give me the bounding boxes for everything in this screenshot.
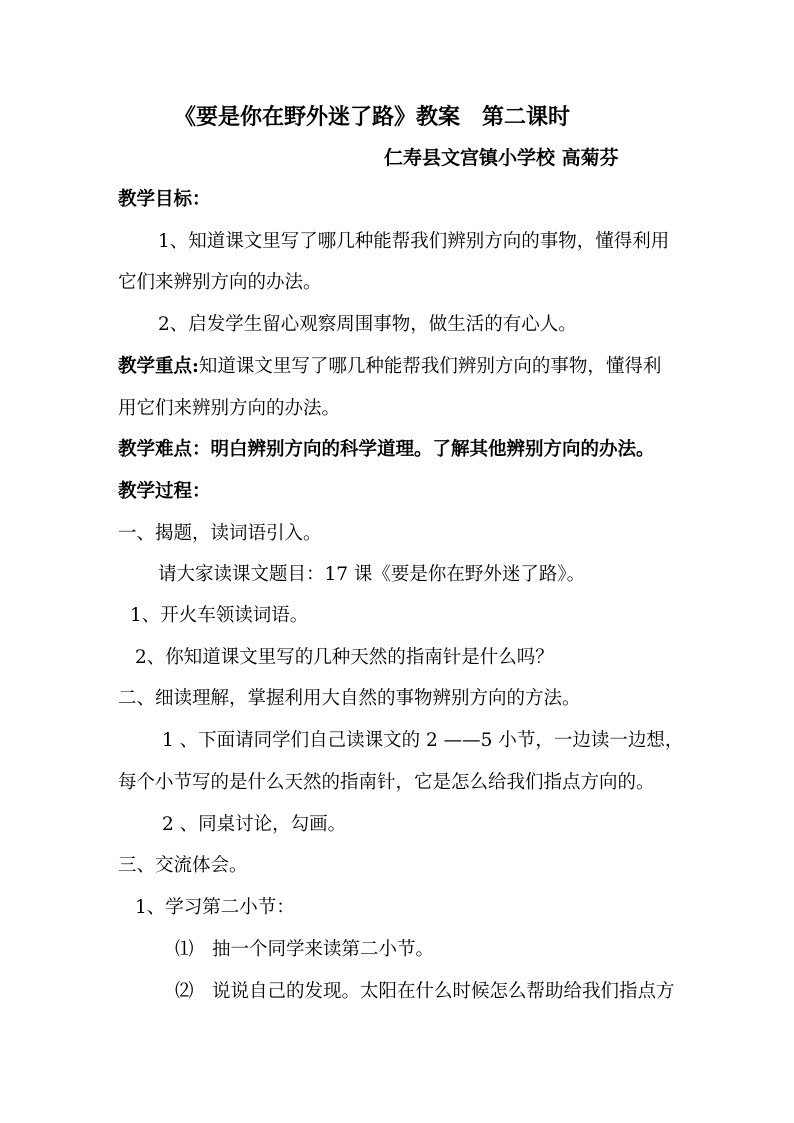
process-line: 二、细读理解，掌握利用大自然的事物辨别方向的方法。 [118,688,581,709]
goal-item-2: 2、启发学生留心观察周围事物，做生活的有心人。 [158,314,577,335]
document-title: 《要是你在野外迷了路》教案 第二课时 [173,104,570,130]
process-line: 请大家读课文题目：17 课《要是你在野外迷了路》。 [158,564,586,585]
goal-item-1-cont: 它们来辨别方向的办法。 [118,272,322,293]
process-heading: 教学过程： [118,481,211,502]
process-line: 三、交流体会。 [118,855,248,876]
goal-item-1: 1、知道课文里写了哪几种能帮我们辨别方向的事物，懂得利用 [158,231,670,252]
key-point-text: 知道课文里写了哪几种能帮我们辨别方向的事物，懂得利 [198,356,662,377]
difficulty: 教学难点：明白辨别方向的科学道理。了解其他辨别方向的办法。 [118,439,655,460]
process-line: 每个小节写的是什么天然的指南针，它是怎么给我们指点方向的。 [118,772,655,793]
goals-heading: 教学目标： [118,189,211,210]
process-line: 1、开火车领读词语。 [130,605,309,626]
process-line: 2 、同桌讨论，勾画。 [162,814,347,835]
author-line: 仁寿县文宫镇小学校 高菊芬 [384,147,619,169]
process-line: 1、学习第二小节： [135,897,295,918]
process-line: 2、你知道课文里写的几种天然的指南针是什么吗？ [135,647,554,668]
key-point-label: 教学重点: [118,356,199,377]
key-point-cont: 用它们来辨别方向的办法。 [118,398,341,419]
key-point [118,355,661,379]
process-line: ⑴ 抽一个同学来读第二小节。 [175,939,435,960]
process-line: 一、揭题，读词语引入。 [118,523,322,544]
process-line: ⑵ 说说自己的发现。太阳在什么时候怎么帮助给我们指点方 [175,981,675,1002]
process-line: 1 、下面请同学们自己读课文的 2 ——5 小节，一边读一边想， [162,730,684,751]
